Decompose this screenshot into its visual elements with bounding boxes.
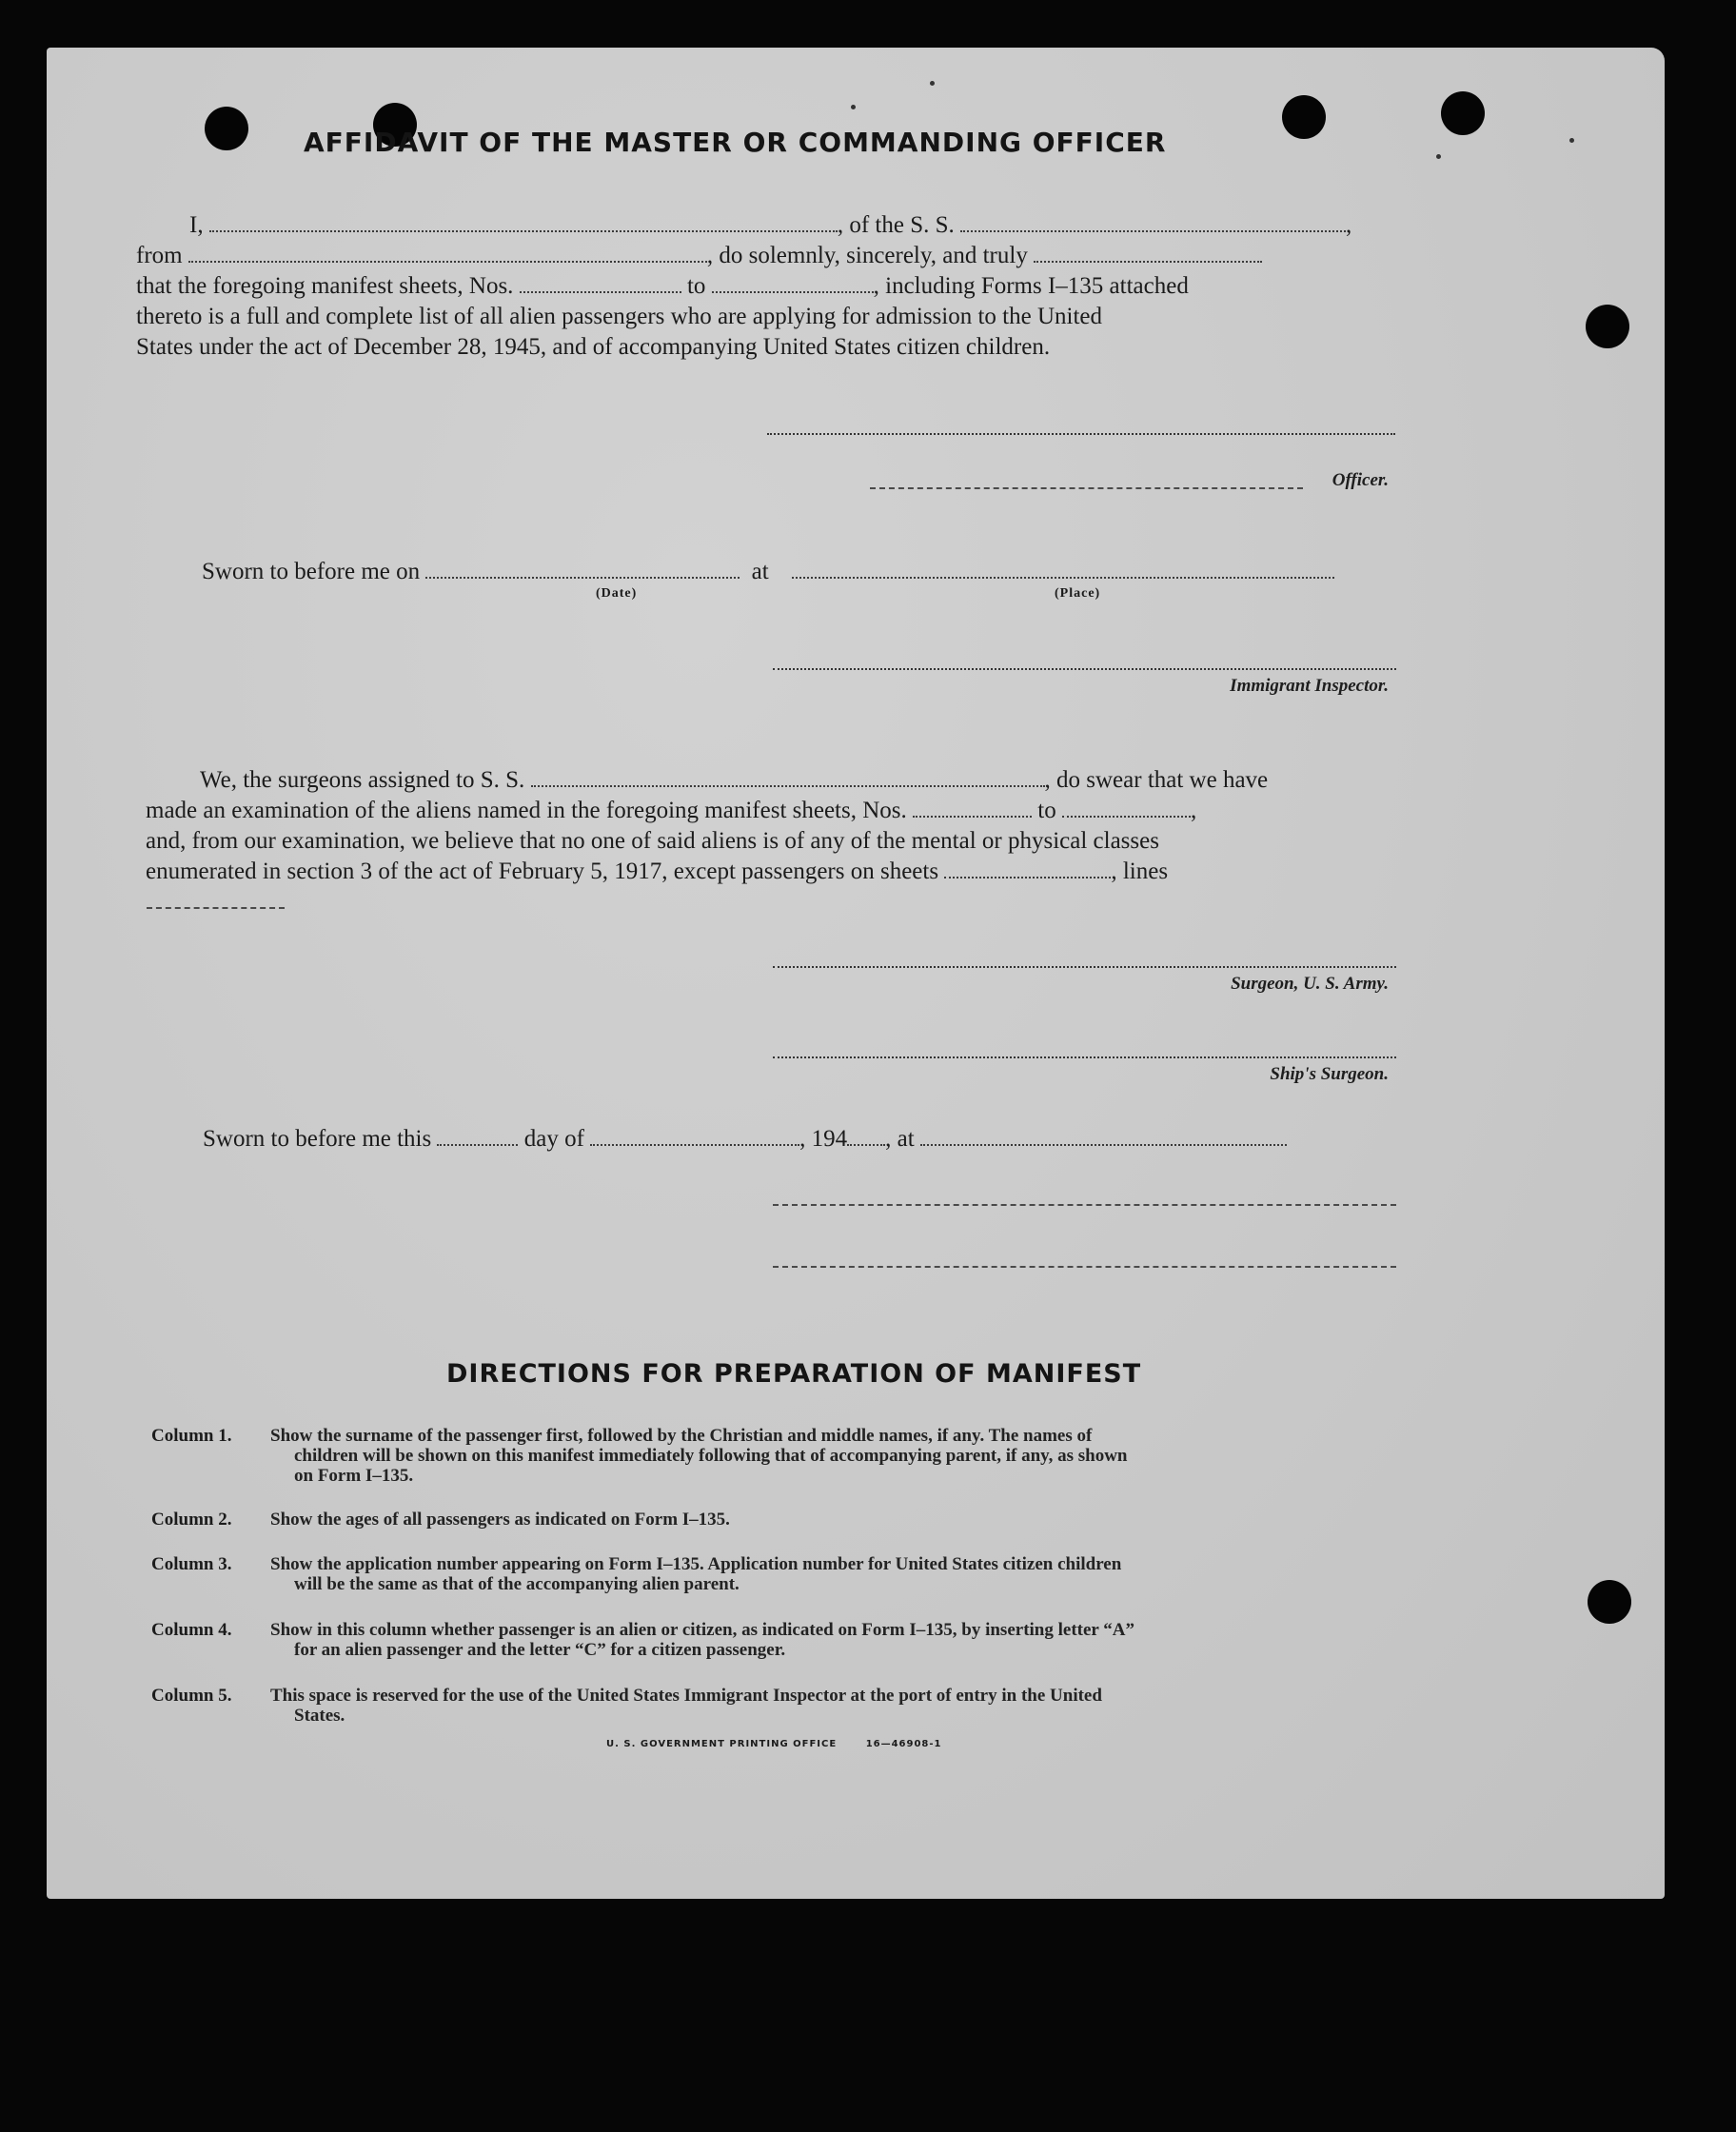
sworn-line-1 [202,558,1334,586]
blank-name-field[interactable] [209,213,838,232]
column-5-label: Column 5. [151,1686,232,1706]
blank-year-field[interactable] [847,1127,885,1146]
punch-hole [1441,91,1485,135]
text: I, [189,212,204,238]
surgeons-line-4 [146,858,1168,886]
speck [1436,154,1441,159]
punch-hole [205,107,248,150]
text: to [686,273,706,299]
officer-title-line[interactable] [870,487,1303,489]
text: , including Forms I–135 attached [873,273,1189,299]
blank-lines-field[interactable] [147,907,285,909]
text: on Form I–135. [294,1466,414,1486]
column-4-text [270,1620,1393,1660]
blank-sworn-place-field[interactable] [920,1127,1287,1146]
text: Sworn to before me on [202,559,421,584]
text: enumerated in section 3 of the act of February 5, 1917, except passengers on sheets [146,859,939,884]
blank-ship-field[interactable] [960,213,1346,232]
ship-surgeon-label: Ship's Surgeon. [1270,1064,1389,1084]
inspector-label: Immigrant Inspector. [1230,676,1389,696]
sworn-signature-line-1[interactable] [773,1204,1396,1206]
blank-sheet-from-field[interactable] [520,274,681,293]
text: , [1346,212,1352,238]
text: States. [294,1706,345,1726]
affidavit-title: AFFIDAVIT OF THE MASTER OR COMMANDING OFFICER [304,127,1167,158]
blank-oath-field[interactable] [1034,244,1262,263]
text: for an alien passenger and the letter “C” for a citizen passenger. [294,1640,786,1660]
affidavit-line-1 [189,211,1351,240]
text: , do swear that we have [1044,767,1269,793]
text: from [136,243,183,268]
affidavit-line-5: States under the act of December 28, 1945, and of accompanying United States citizen children. [136,334,1051,360]
blank-day-field[interactable] [437,1127,518,1146]
surgeons-line-1 [200,766,1268,795]
text: day of [523,1126,584,1152]
column-1-text [270,1426,1393,1486]
column-2-label: Column 2. [151,1510,232,1530]
sworn-signature-line-2[interactable] [773,1266,1396,1268]
blank-surgeon-sheet-from-field[interactable] [913,799,1032,818]
blank-surgeon-ship-field[interactable] [531,768,1045,787]
text: , lines [1111,859,1169,884]
blank-place-field[interactable] [792,560,1334,579]
inspector-signature-line[interactable] [773,668,1396,670]
master-signature-line[interactable] [767,433,1395,435]
blank-date-field[interactable] [425,560,740,579]
column-3-text [270,1554,1393,1594]
text: Sworn to before me this [203,1126,432,1152]
affidavit-line-4: thereto is a full and complete list of all alien passengers who are applying for admission to the United [136,304,1103,329]
column-2-text [270,1510,1393,1530]
form-sheet [47,48,1665,1899]
sworn-line-2 [203,1125,1287,1154]
printing-office-footer [606,1739,942,1749]
surgeons-line-2 [146,797,1196,825]
army-surgeon-label: Surgeon, U. S. Army. [1231,974,1389,994]
surgeons-line-3: and, from our examination, we believe that no one of said aliens is of any of the mental or physical classes [146,828,1159,854]
affidavit-line-2 [136,242,1262,270]
text: made an examination of the aliens named in the foregoing manifest sheets, Nos. [146,798,907,823]
text: , 194 [799,1126,848,1152]
blank-surgeon-sheet-to-field[interactable] [1062,799,1191,818]
army-surgeon-signature-line[interactable] [773,966,1396,968]
text: Show the application number appearing on Form I–135. Application number for United States citizen children [270,1554,1122,1574]
affidavit-line-3 [136,272,1189,301]
text: Show in this column whether passenger is an alien or citizen, as indicated on Form I–135, by inserting letter “A” [270,1620,1134,1640]
text: , at [885,1126,915,1152]
place-caption: (Place) [1055,586,1101,601]
speck [851,105,856,109]
text: This space is reserved for the use of the United States Immigrant Inspector at the port of entry in the United [270,1686,1102,1706]
text: Show the ages of all passengers as indicated on Form I–135. [270,1510,730,1530]
column-4-label: Column 4. [151,1620,232,1640]
text: to [1037,798,1056,823]
text: , [1190,798,1197,823]
column-5-text [270,1686,1393,1726]
punch-hole [1588,1580,1631,1624]
punch-hole [1282,95,1326,139]
blank-month-field[interactable] [590,1127,799,1146]
text: at [751,559,769,584]
text: , of the S. S. [837,212,955,238]
speck [1569,138,1574,143]
blank-sheet-to-field[interactable] [712,274,874,293]
text: U. S. GOVERNMENT PRINTING OFFICE [606,1739,838,1749]
date-caption: (Date) [596,586,638,601]
column-3-label: Column 3. [151,1554,232,1574]
directions-title: DIRECTIONS FOR PREPARATION OF MANIFEST [446,1359,1142,1389]
text: that the foregoing manifest sheets, Nos. [136,273,514,299]
text: children will be shown on this manifest immediately following that of accompanying parent, if any, as shown [294,1446,1128,1466]
punch-hole [1586,305,1629,348]
blank-from-field[interactable] [188,244,707,263]
text: Show the surname of the passenger first, followed by the Christian and middle names, if any. The names of [270,1426,1093,1446]
speck [930,81,935,86]
column-1-label: Column 1. [151,1426,232,1446]
text: , do solemnly, sincerely, and truly [706,243,1028,268]
text: We, the surgeons assigned to S. S. [200,767,525,793]
ship-surgeon-signature-line[interactable] [773,1056,1396,1058]
text: 16—46908-1 [865,1739,942,1749]
blank-except-sheets-field[interactable] [944,859,1111,878]
text: will be the same as that of the accompanying alien parent. [294,1574,740,1594]
officer-label: Officer. [1332,470,1389,490]
